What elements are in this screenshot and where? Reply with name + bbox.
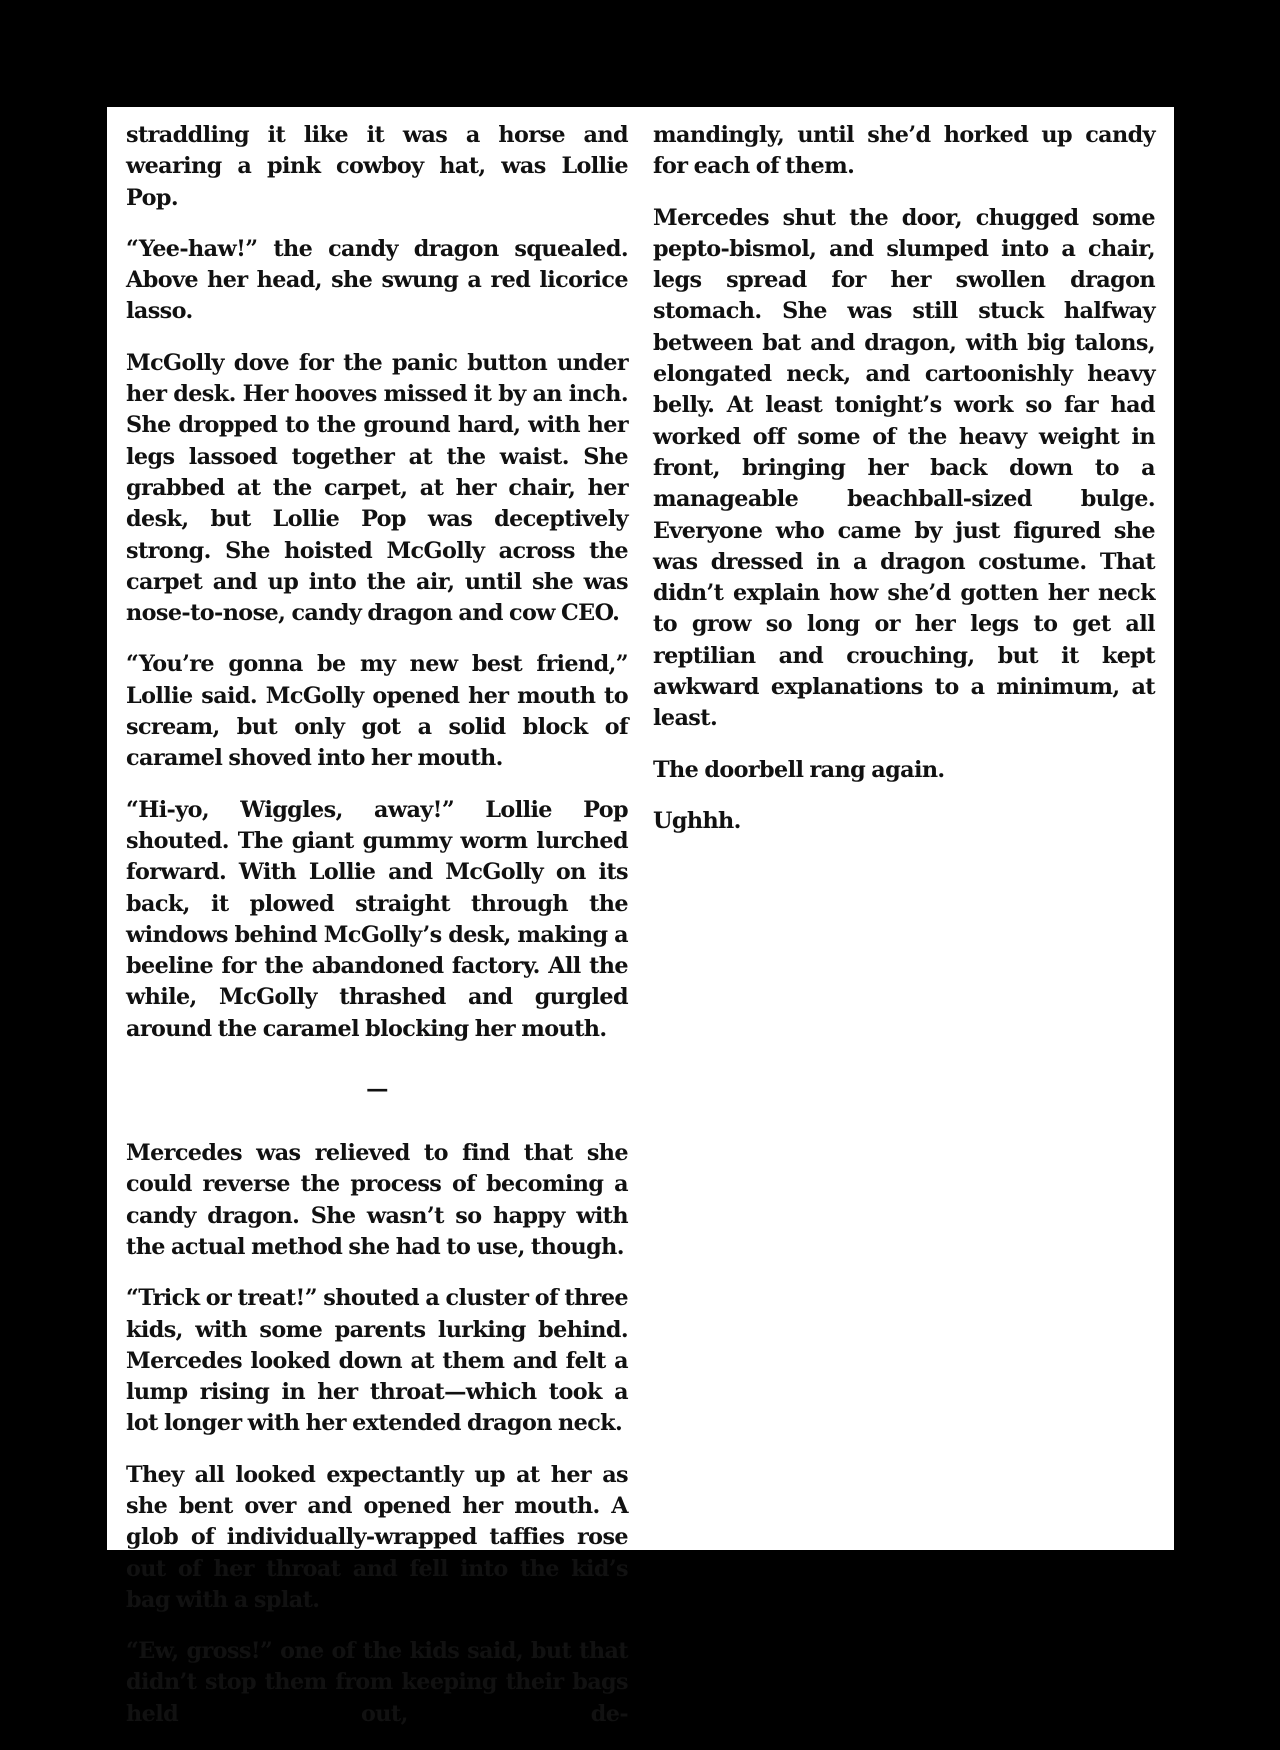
paragraph: Mercedes shut the door, chugged some pepto-bismol, and slumped into a chair, legs spread for her swollen dragon stomach. She was still stuck halfway between bat and dragon, with big talons, elongated neck, and cartoonishly heavy belly. At least tonight’s work so far had worked off some of the heavy weight in front, bringing her back down to a manageable beachball-sized bulge. Everyone who came by just figured she was dressed in a dragon costume. That didn’t explain how she’d gotten her neck to grow so long or her legs to get all reptilian and crouching, but it kept awkward explanations to a minimum, at least. (653, 204, 1155, 732)
paragraph: “Yee-haw!” the candy dragon squealed. Above her head, she swung a red licorice lasso. (126, 235, 628, 325)
paragraph: McGolly dove for the panic button under her desk. Her hooves missed it by an inch. She dropped to the ground hard, with her legs lassoed together at the waist. She grabbed at the carpet, at her chair, her desk, but Lollie Pop was deceptively strong. She hoisted McGolly across the carpet and up into the air, until she was nose-to-nose, candy dragon and cow CEO. (126, 349, 628, 627)
right-column (653, 120, 1155, 857)
section-separator: — (366, 1076, 388, 1103)
book-page (107, 107, 1174, 1727)
paragraph: “Ew, gross!” one of the kids said, but that didn’t stop them from keeping their bags held out, de- (126, 1638, 628, 1727)
paragraph: “You’re gonna be my new best friend,” Lollie said. McGolly opened her mouth to scream, but only got a solid block of caramel shoved into her mouth. (126, 651, 628, 772)
paragraph: mandingly, until she’d horked up candy for each of them. (653, 122, 1155, 180)
paragraph: “Trick or treat!” shouted a cluster of three kids, with some parents lurking behind. Mercedes looked down at them and felt a lump rising in her throat—which took a lot longer with her extended dragon neck. (126, 1285, 628, 1437)
paragraph: Mercedes was relieved to find that she could reverse the process of becoming a candy dragon. She wasn’t so happy with the actual method she had to use, though. (126, 1140, 628, 1260)
paragraph: They all looked expectantly up at her as she bent over and opened her mouth. A glob of individually-wrapped taffies rose out of her throat and fell into the kid’s bag with a splat. (126, 1461, 628, 1613)
paragraph: straddling it like it was a horse and wearing a pink cowboy hat, was Lollie Pop. (126, 122, 628, 211)
paragraph: “Hi-yo, Wiggles, away!” Lollie Pop shouted. The giant gummy worm lurched forward. With Lollie and McGolly on its back, it plowed straight through the windows behind McGolly’s desk, making a beeline for the abandoned factory. All the while, McGolly thrashed and gurgled around the caramel blocking her mouth. (126, 796, 628, 1042)
paragraph: Ughhh. (653, 807, 741, 834)
paragraph: The doorbell rang again. (653, 756, 945, 783)
left-column (126, 120, 628, 1750)
